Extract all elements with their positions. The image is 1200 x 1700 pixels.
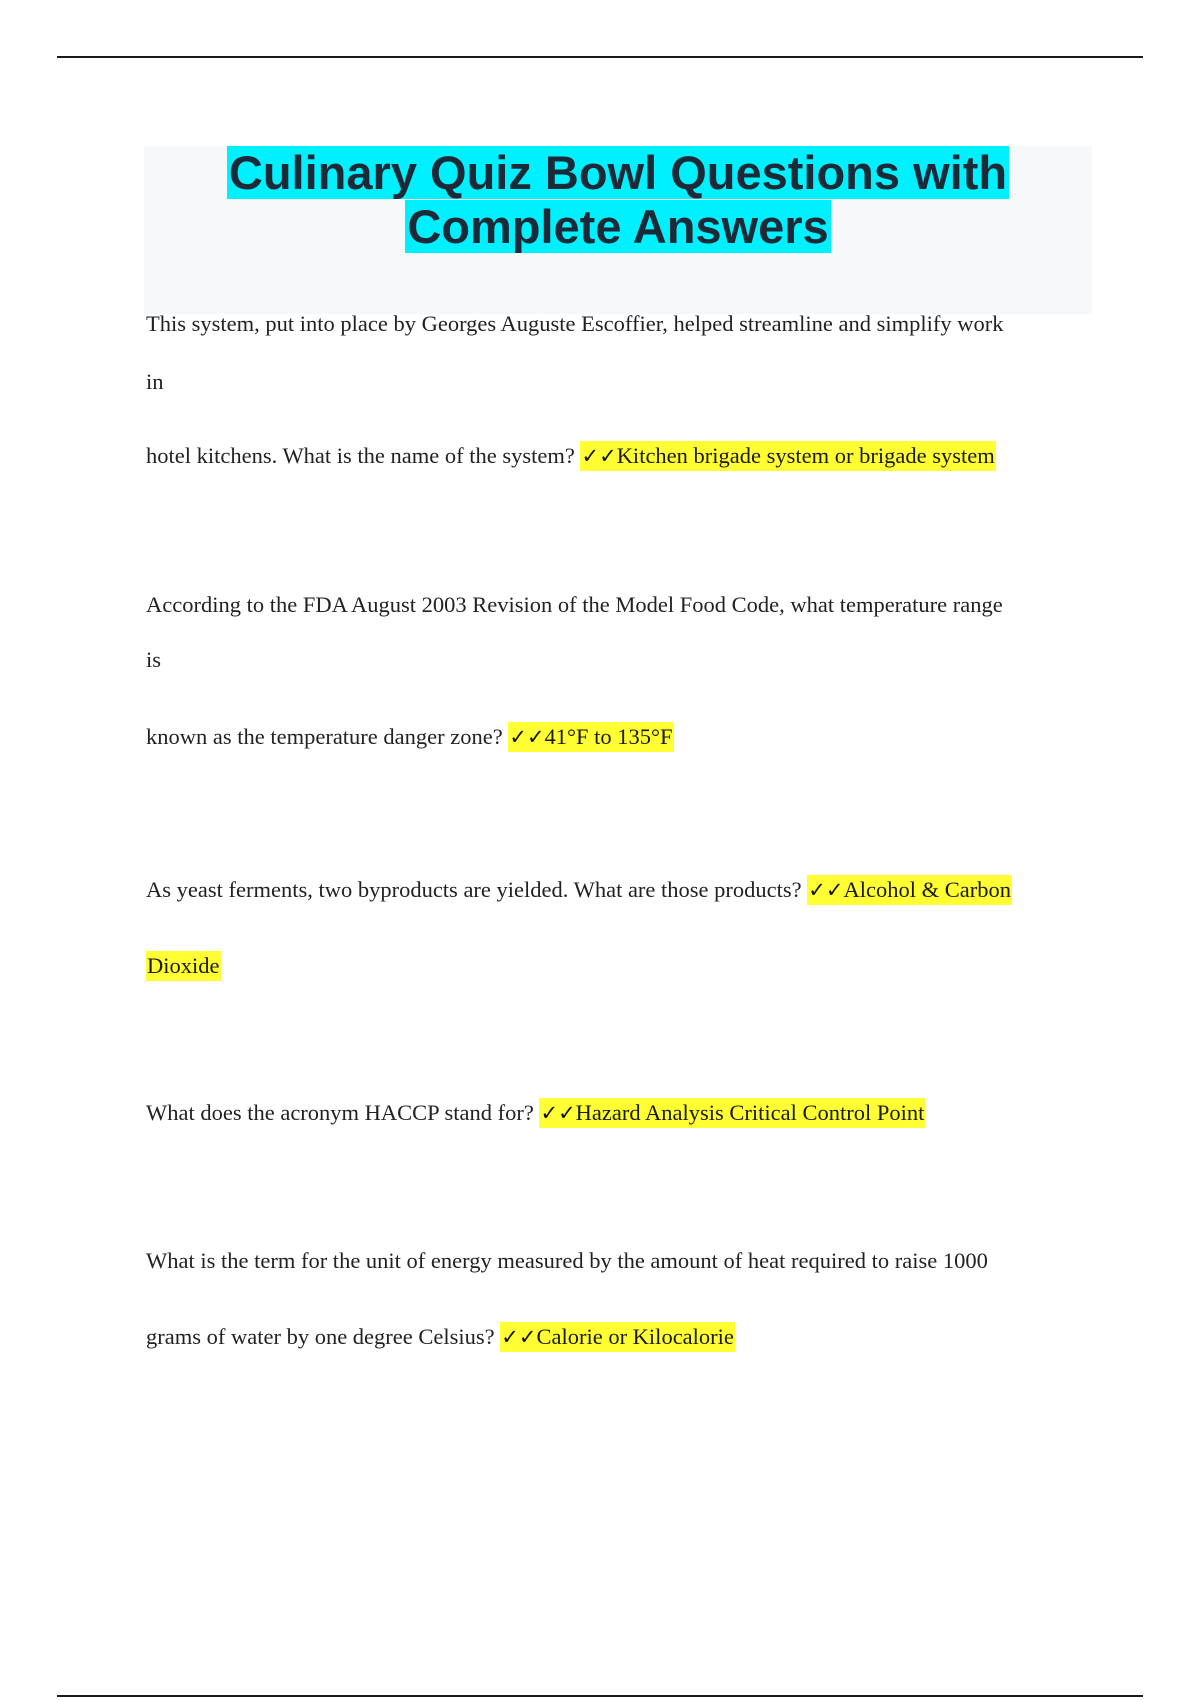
question-1-line-1: This system, put into place by Georges Auguste Escoffier, helped streamline and simplify work	[146, 311, 1004, 336]
answer-5: Calorie or Kilocalorie	[536, 1324, 734, 1349]
check-icon: ✓✓	[509, 725, 545, 749]
question-5-text: grams of water by one degree Celsius?	[146, 1324, 495, 1349]
answer-3-part-1: Alcohol & Carbon	[843, 877, 1011, 902]
question-2-line-2: is	[146, 647, 162, 672]
question-3-line-2	[146, 953, 221, 979]
page-title-line-2: Complete Answers	[407, 200, 829, 253]
answer-5-highlight	[500, 1322, 735, 1352]
question-2-text: known as the temperature danger zone?	[146, 724, 503, 749]
check-icon: ✓✓	[540, 1101, 576, 1125]
check-icon: ✓✓	[808, 878, 844, 902]
question-3-text: As yeast ferments, two byproducts are yielded. What are those products?	[146, 877, 802, 902]
question-4-line-1	[146, 1100, 925, 1126]
top-rule	[57, 56, 1143, 58]
question-1-line-3	[146, 443, 996, 469]
answer-3-part-2: Dioxide	[146, 951, 221, 981]
question-4-text: What does the acronym HACCP stand for?	[146, 1100, 534, 1125]
question-5-line-1: What is the term for the unit of energy measured by the amount of heat required to raise 1000	[146, 1248, 988, 1273]
answer-4-highlight	[539, 1098, 925, 1128]
question-1-line-2: in	[146, 369, 164, 394]
answer-1-highlight	[580, 441, 995, 471]
question-3-line-1	[146, 877, 1012, 903]
page-title-line-1: Culinary Quiz Bowl Questions with	[228, 146, 1008, 199]
answer-1: Kitchen brigade system or brigade system	[616, 443, 995, 468]
check-icon: ✓✓	[581, 444, 617, 468]
question-1-text: hotel kitchens. What is the name of the system?	[146, 443, 575, 468]
answer-2: 41°F to 135°F	[544, 724, 673, 749]
question-5-line-2	[146, 1324, 735, 1350]
question-2-line-3	[146, 724, 674, 750]
bottom-rule	[57, 1695, 1143, 1697]
question-2-line-1: According to the FDA August 2003 Revision of the Model Food Code, what temperature range	[146, 592, 1003, 617]
answer-3-highlight	[807, 875, 1012, 905]
title-line-2	[144, 200, 1092, 254]
check-icon: ✓✓	[501, 1325, 537, 1349]
title-block	[144, 146, 1092, 314]
answer-4: Hazard Analysis Critical Control Point	[575, 1100, 925, 1125]
answer-2-highlight	[508, 722, 673, 752]
title-line-1	[144, 146, 1092, 200]
